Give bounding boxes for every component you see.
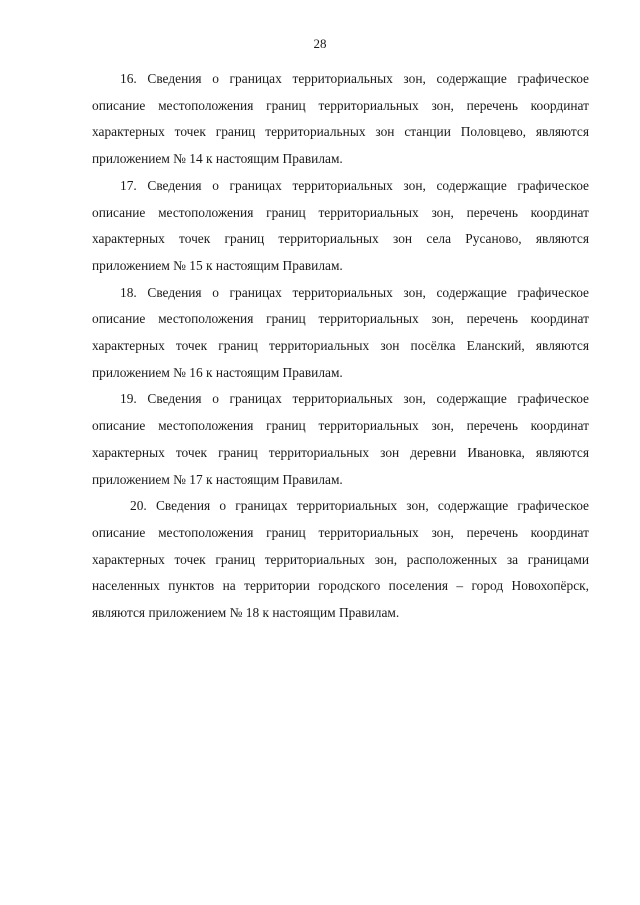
- paragraph-19: 19. Сведения о границах территориальных зон, содержащие графическое описание местоположения границ территориальных зон, перечень координат характерных точек границ территориальных зон деревни Ивановка, являются приложением № 17 к настоящим Правилам.: [92, 391, 589, 487]
- document-body: [92, 66, 589, 627]
- paragraph-17: 17. Сведения о границах территориальных зон, содержащие графическое описание местоположения границ территориальных зон, перечень координат характерных точек границ территориальных зон села Русаново, являются приложением № 15 к настоящим Правилам.: [92, 177, 589, 273]
- paragraph-20: 20. Сведения о границах территориальных зон, содержащие графическое описание местоположения границ территориальных зон, перечень координат характерных точек границ территориальных зон, расположенных за границами населенных пунктов на территории городского поселения – город Новохопёрск, являются приложением № 18 к настоящим Правилам.: [92, 498, 589, 621]
- page-number: 28: [313, 36, 327, 51]
- paragraph-16: 16. Сведения о границах территориальных зон, содержащие графическое описание местоположения границ территориальных зон, перечень координат характерных точек границ территориальных зон станции Половцево, являются приложением № 14 к настоящим Правилам.: [92, 71, 589, 167]
- paragraph-18: 18. Сведения о границах территориальных зон, содержащие графическое описание местоположения границ территориальных зон, перечень координат характерных точек границ территориальных зон посёлка Еланский, являются приложением № 16 к настоящим Правилам.: [92, 284, 589, 380]
